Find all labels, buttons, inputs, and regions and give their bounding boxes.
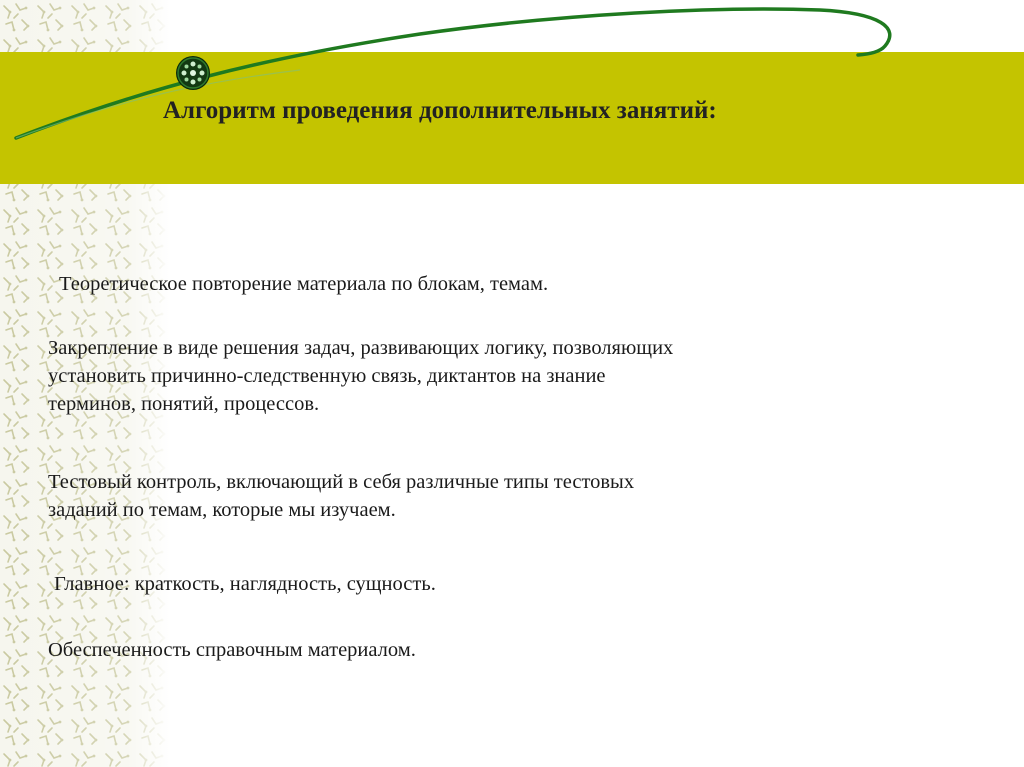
paragraph-reference-material: [48, 636, 416, 664]
paragraph-consolidation: [48, 334, 673, 418]
paragraph-line: заданий по темам, которые мы изучаем.: [48, 499, 396, 521]
paragraph-line: Тестовый контроль, включающий в себя различные типы тестовых: [48, 471, 635, 493]
paragraph-line: терминов, понятий, процессов.: [48, 393, 320, 415]
paragraph-test-control: [48, 468, 634, 524]
paragraph-theory-review: [59, 270, 548, 298]
paragraph-main-principles: [54, 570, 436, 598]
paragraph-line: Теоретическое повторение материала по блокам, темам.: [59, 273, 549, 295]
paragraph-line: Главное: краткость, наглядность, сущность.: [54, 573, 436, 595]
paragraph-line: установить причинно-следственную связь, диктантов на знание: [48, 365, 606, 387]
paragraph-line: Обеспеченность справочным материалом.: [48, 639, 416, 661]
paragraph-line: Закрепление в виде решения задач, развивающих логику, позволяющих: [48, 337, 674, 359]
slide-title: Алгоритм проведения дополнительных занятий:: [163, 97, 717, 124]
